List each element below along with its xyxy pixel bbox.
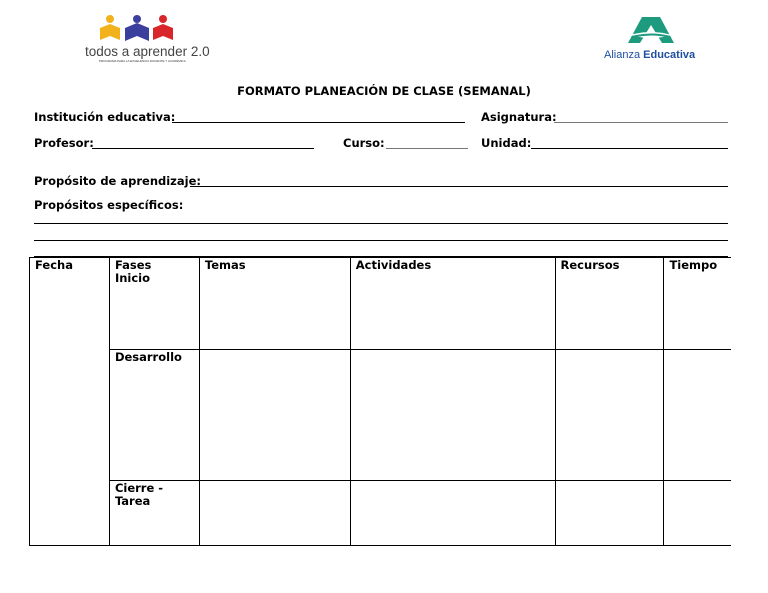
asignatura-label: Asignatura: (481, 110, 557, 124)
logo-text-alianza: Alianza (604, 49, 641, 61)
recursos-cell[interactable] (555, 481, 664, 546)
table-row (30, 258, 732, 350)
curso-field[interactable] (386, 148, 468, 149)
fases-cell[interactable] (109, 258, 199, 350)
institucion-field[interactable] (172, 122, 465, 123)
table-row (30, 481, 732, 546)
tiempo-header: Tiempo (669, 258, 718, 272)
page-title: FORMATO PLANEACIÓN DE CLASE (SEMANAL) (237, 84, 531, 98)
alianza-a-icon (600, 15, 705, 45)
tiempo-cell[interactable] (664, 481, 731, 546)
proposito-field[interactable] (190, 186, 728, 187)
asignatura-field[interactable] (554, 122, 728, 123)
logo-text-educativa: Educativa (643, 49, 696, 61)
phase-desarrollo: Desarrollo (114, 350, 182, 364)
logo-text: todos a aprender 2.0 (85, 44, 210, 59)
propositos-line-1[interactable] (34, 223, 728, 224)
unidad-field[interactable] (531, 148, 728, 149)
temas-header: Temas (204, 258, 246, 272)
phase-cierre: Cierre - Tarea (114, 481, 164, 508)
actividades-cell[interactable] (350, 350, 555, 481)
propositos-line-2[interactable] (34, 240, 728, 241)
profesor-field[interactable] (92, 148, 314, 149)
recursos-header: Recursos (560, 258, 620, 272)
actividades-header: Actividades (355, 258, 432, 272)
propositos-especificos-label: Propósitos específicos: (34, 198, 184, 212)
fases-header: Fases (114, 258, 152, 272)
actividades-cell[interactable] (350, 258, 555, 350)
temas-cell[interactable] (199, 258, 350, 350)
institucion-label: Institución educativa: (34, 110, 176, 124)
books-icon (85, 14, 190, 42)
phase-inicio: Inicio (114, 271, 151, 285)
recursos-cell[interactable] (555, 350, 664, 481)
phase-cell[interactable] (109, 481, 199, 546)
logo-subtext: PROGRAMA PARA LA EXCELENCIA DOCENTE Y ACADÉMICA (99, 59, 186, 63)
temas-cell[interactable] (199, 350, 350, 481)
table-row (30, 350, 732, 481)
fecha-cell[interactable] (30, 258, 110, 546)
tiempo-cell[interactable] (664, 350, 731, 481)
recursos-cell[interactable] (555, 258, 664, 350)
planning-table (29, 257, 731, 546)
phase-cell[interactable] (109, 350, 199, 481)
actividades-cell[interactable] (350, 481, 555, 546)
todos-a-aprender-logo (85, 14, 210, 64)
unidad-label: Unidad: (481, 136, 532, 150)
proposito-label: Propósito de aprendizaje: (34, 174, 201, 188)
curso-label: Curso: (343, 136, 385, 150)
tiempo-cell[interactable] (664, 258, 731, 350)
alianza-educativa-logo (600, 15, 705, 63)
fecha-header: Fecha (35, 258, 73, 272)
profesor-label: Profesor: (34, 136, 94, 150)
temas-cell[interactable] (199, 481, 350, 546)
